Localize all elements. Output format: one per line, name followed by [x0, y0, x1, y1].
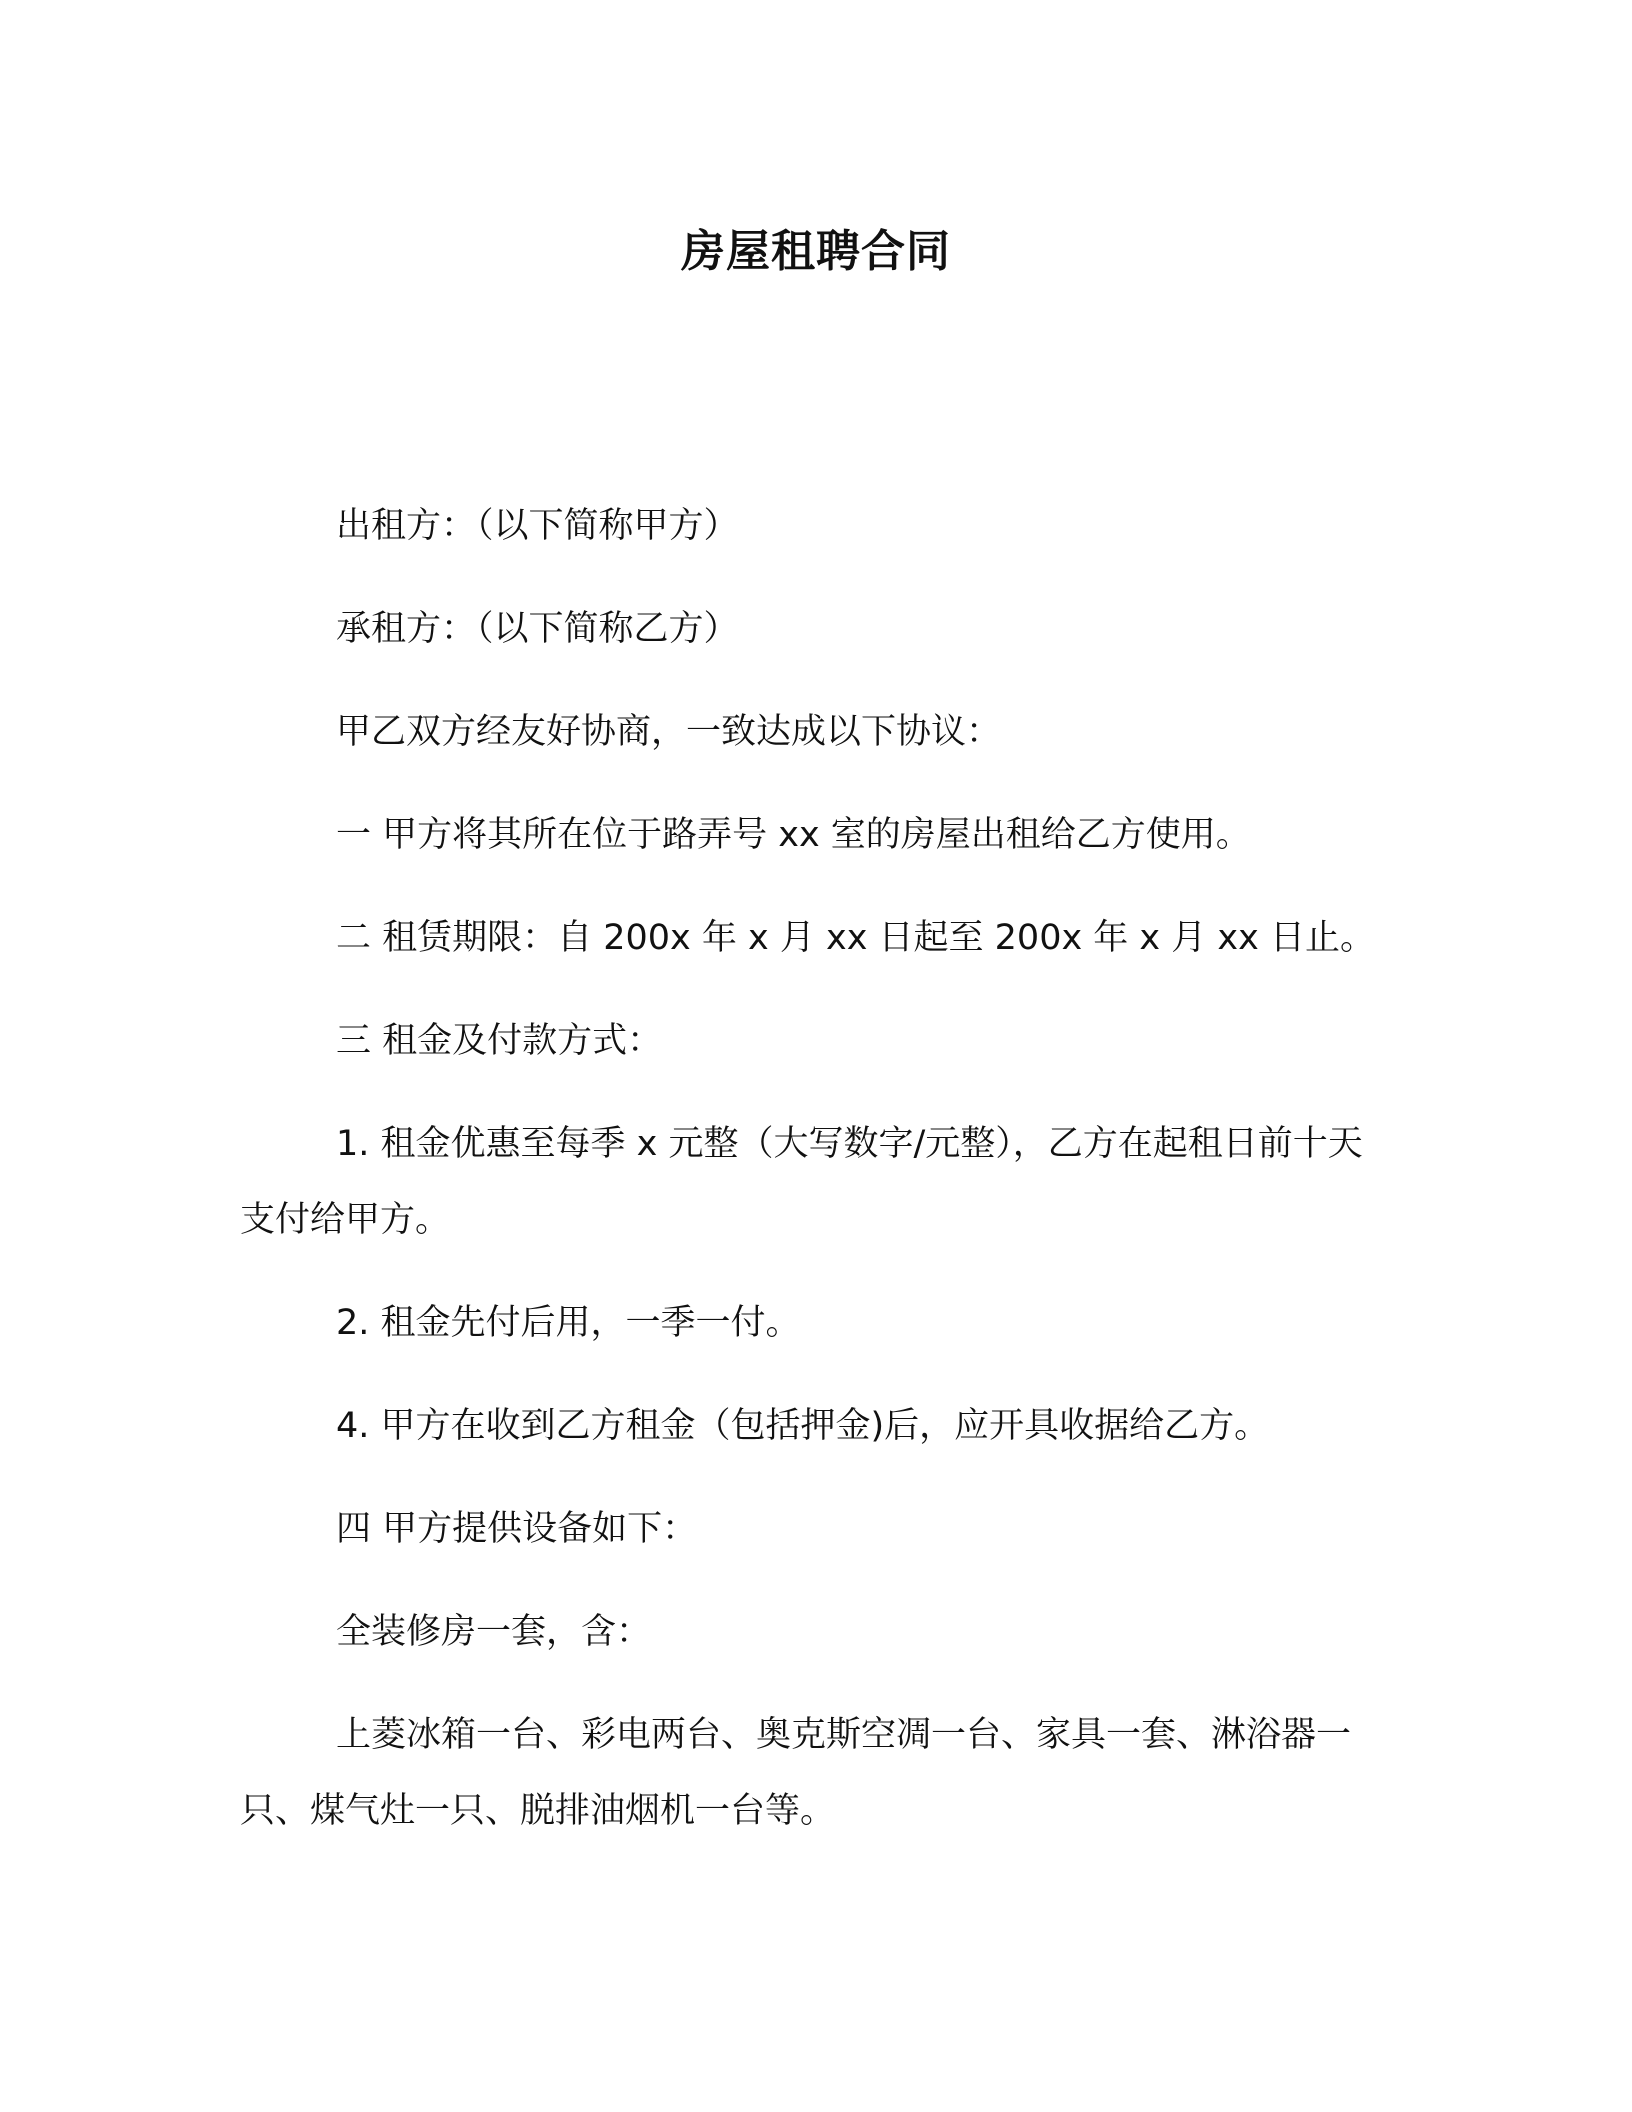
paragraph-furnished: 全装修房一套，含： — [336, 1612, 652, 1652]
paragraph-clause-4: 四 甲方提供设备如下： — [336, 1509, 698, 1549]
paragraph-item-4: 4. 甲方在收到乙方租金（包括押金)后，应开具收据给乙方。 — [336, 1406, 1270, 1446]
paragraph-clause-2: 二 租赁期限：自 200x 年 x 月 xx 日起至 200x 年 x 月 xx 日止。 — [336, 918, 1375, 958]
document-body — [240, 488, 1392, 1876]
paragraph-agreement: 甲乙双方经友好协商，一致达成以下协议： — [336, 712, 1002, 752]
paragraph-item-1: 1. 租金优惠至每季 x 元整（大写数字/元整），乙方在起租日前十天支付给甲方。 — [240, 1124, 1363, 1240]
paragraph-item-2: 2. 租金先付后用，一季一付。 — [336, 1303, 801, 1343]
paragraph-equipment: 上菱冰箱一台、彩电两台、奥克斯空凋一台、家具一套、淋浴器一只、煤气灶一只、脱排油烟机一台等。 — [240, 1715, 1352, 1831]
paragraph-lessee: 承租方：（以下简称乙方） — [336, 609, 739, 649]
paragraph-clause-3: 三 租金及付款方式： — [336, 1021, 663, 1061]
paragraph-lessor: 出租方：（以下简称甲方） — [336, 506, 739, 546]
document-title: 房屋租聘合同 — [681, 226, 951, 277]
paragraph-clause-1: 一 甲方将其所在位于路弄号 xx 室的房屋出租给乙方使用。 — [336, 815, 1251, 855]
